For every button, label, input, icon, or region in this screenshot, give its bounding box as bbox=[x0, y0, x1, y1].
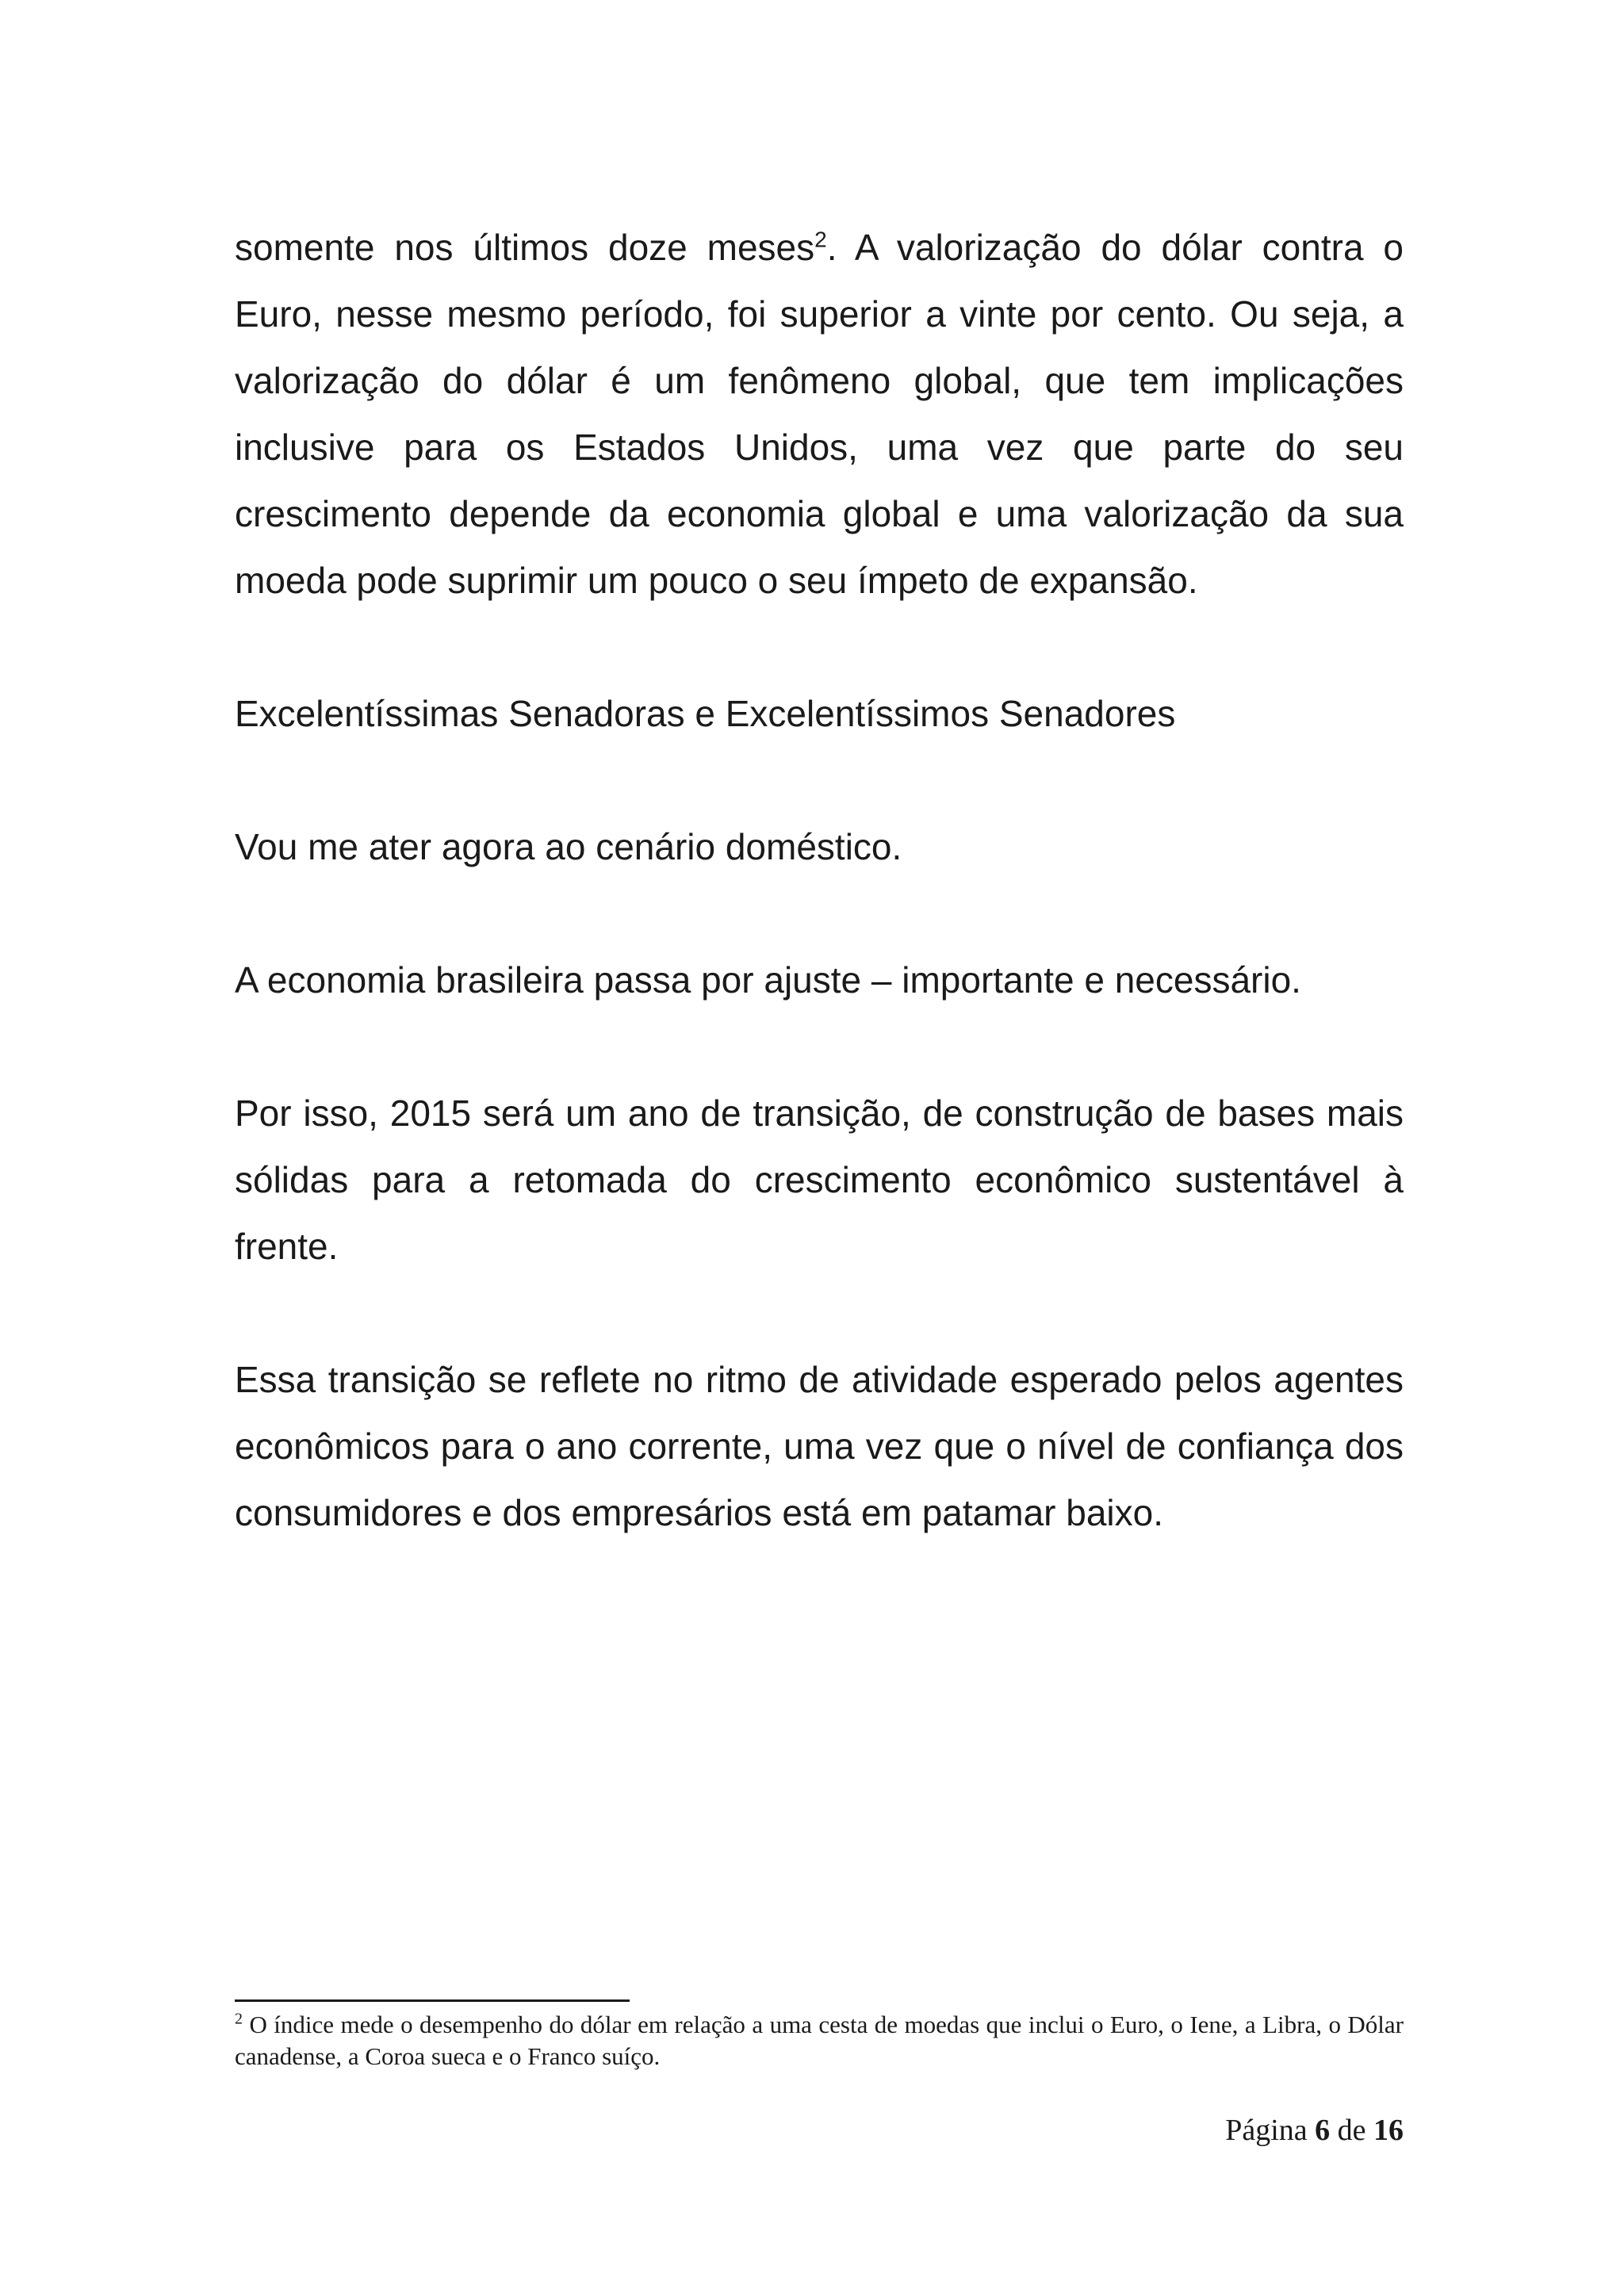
body-text bbox=[235, 214, 1404, 1613]
paragraph-transition-year: Por isso, 2015 será um ano de transição, de construção de bases mais sólidas para a retomada do crescimento econômico sustentável à frente. bbox=[235, 1093, 1404, 1267]
page-number-current: 6 bbox=[1315, 2114, 1331, 2147]
paragraph-adjustment: A economia brasileira passa por ajuste – importante e necessário. bbox=[235, 959, 1301, 1001]
page-number-middle: de bbox=[1330, 2114, 1373, 2147]
page-number-total: 16 bbox=[1373, 2114, 1404, 2147]
page-number bbox=[1225, 2113, 1404, 2148]
paragraph-salutation: Excelentíssimas Senadoras e Excelentíssimos Senadores bbox=[235, 693, 1176, 734]
footnote-number: 2 bbox=[235, 2010, 243, 2028]
footnote bbox=[235, 2009, 1404, 2072]
paragraph-confidence: Essa transição se reflete no ritmo de atividade esperado pelos agentes econômicos para o ano corrente, uma vez que o nível de confiança dos consumidores e dos empresários está em patamar baixo. bbox=[235, 1359, 1404, 1533]
page-number-prefix: Página bbox=[1225, 2114, 1316, 2147]
footnote-separator bbox=[235, 1999, 630, 2002]
paragraph-text: somente nos últimos doze meses bbox=[235, 227, 815, 268]
paragraph-text: . A valorização do dólar contra o Euro, nesse mesmo período, foi superior a vinte por cento. Ou seja, a valorização do dólar é um fenômeno global, que tem implicações inclusive para os Estados Unidos, uma vez que parte do seu crescimento depende da economia global e uma valorização da sua moeda pode suprimir um pouco o seu ímpeto de expansão. bbox=[235, 227, 1404, 601]
paragraph-dollar-valuation bbox=[235, 214, 1404, 614]
paragraph-domestic-scenario: Vou me ater agora ao cenário doméstico. bbox=[235, 826, 902, 867]
footnote-reference[interactable]: 2 bbox=[814, 227, 827, 252]
footnote-text: O índice mede o desempenho do dólar em relação a uma cesta de moedas que inclui o Euro, o Iene, a Libra, o Dólar canadense, a Coroa sueca e o Franco suíço. bbox=[235, 2011, 1404, 2070]
